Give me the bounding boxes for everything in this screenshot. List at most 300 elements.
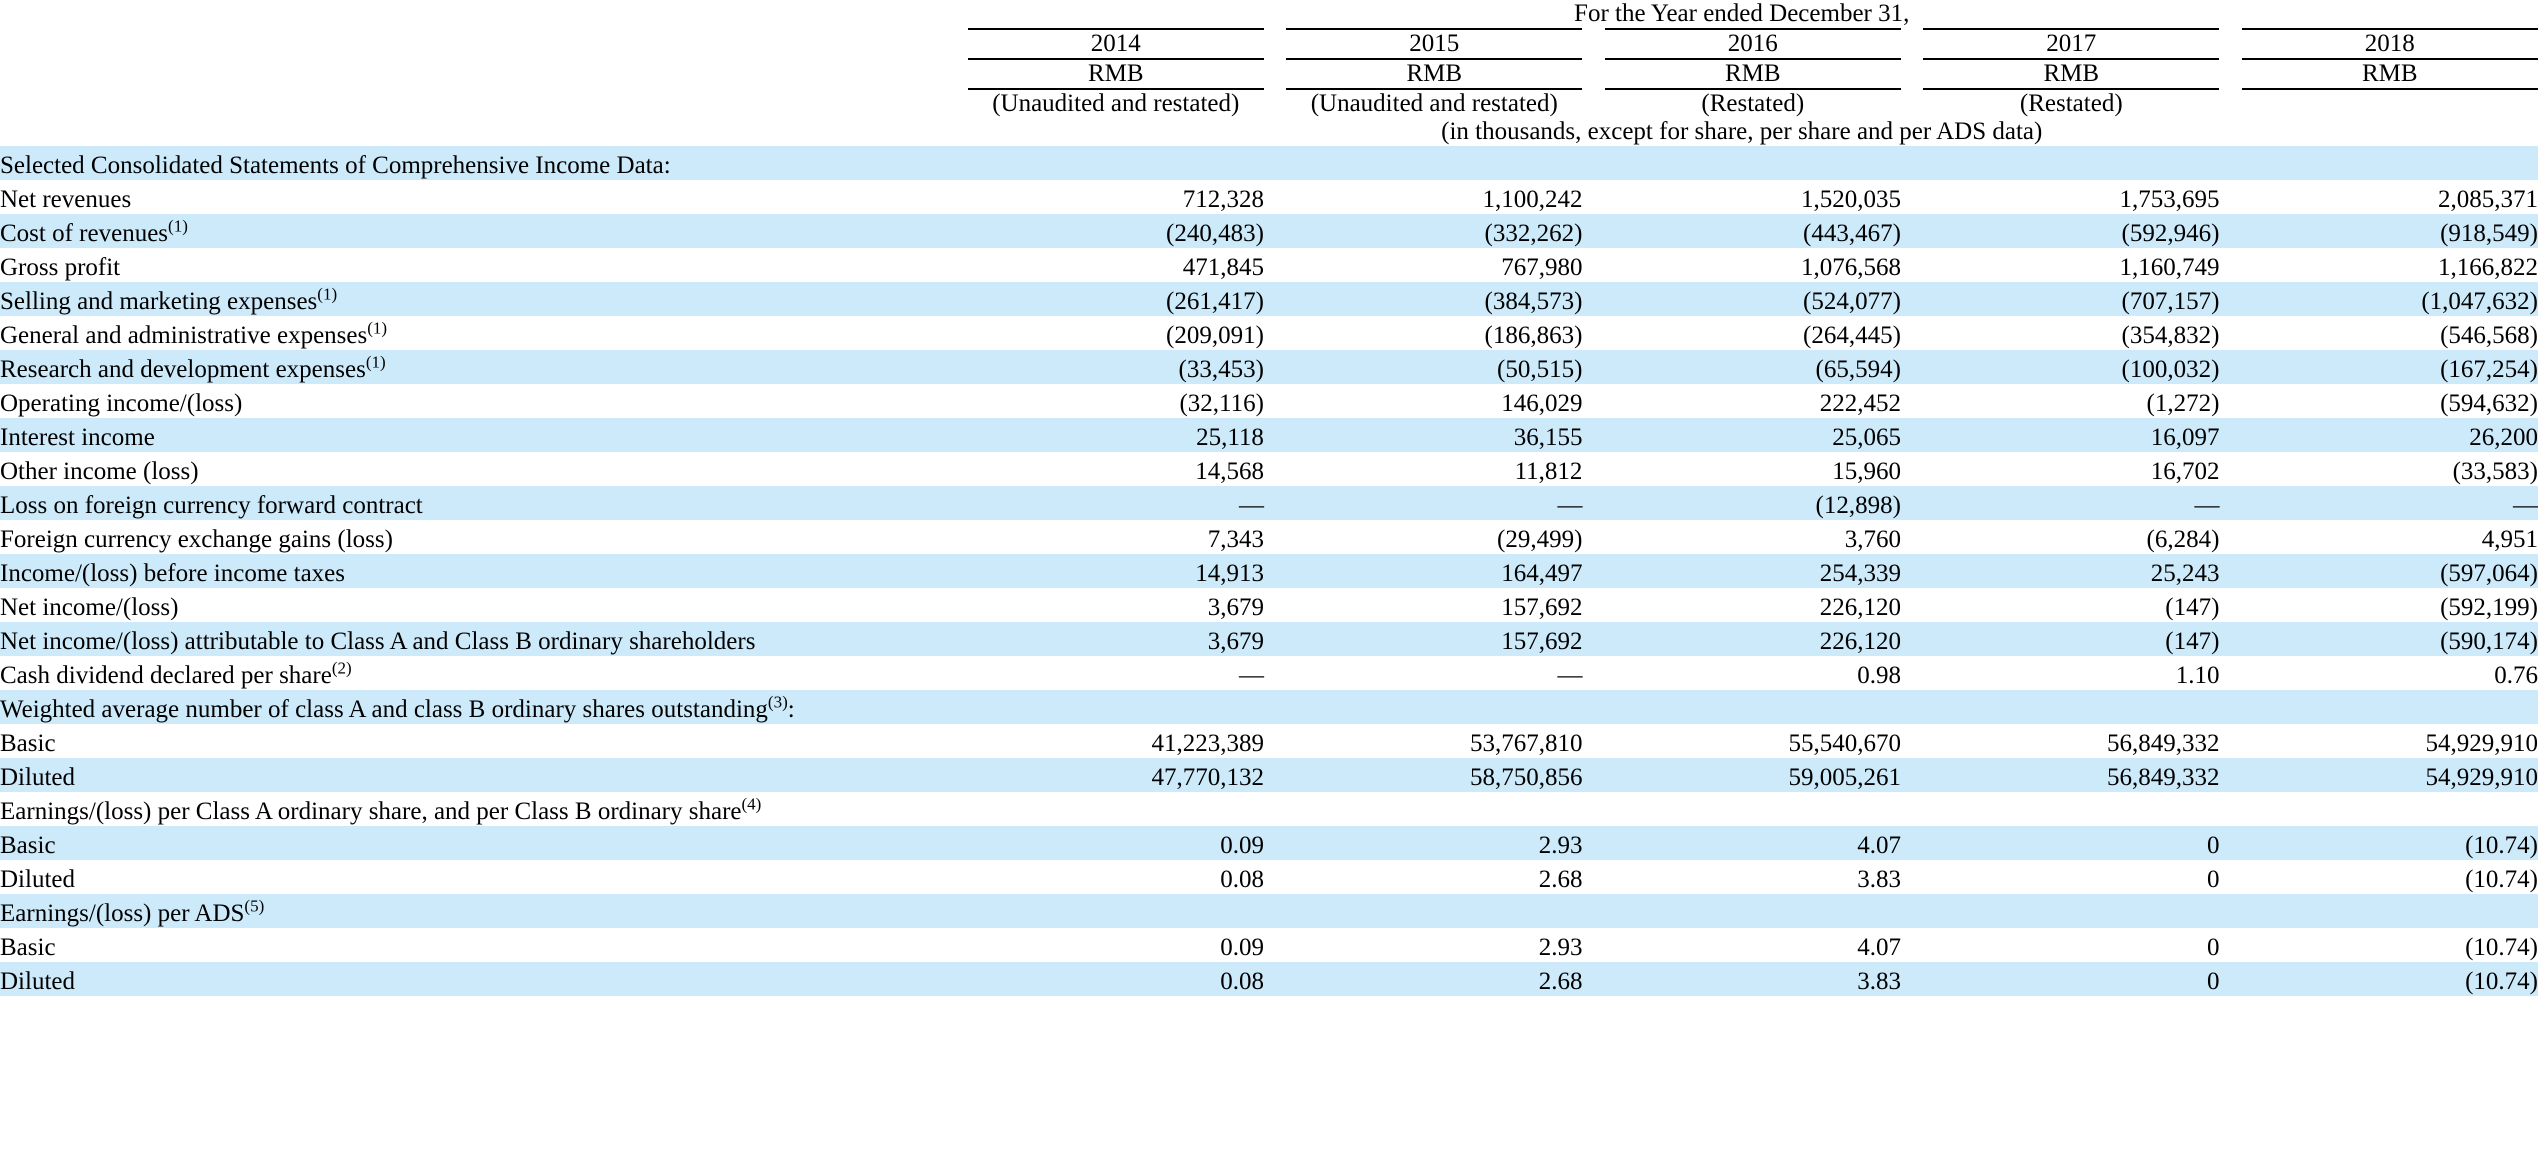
row-value: (10.74) <box>2465 968 2538 995</box>
section-title-row <box>0 146 2538 180</box>
row-value: 2.93 <box>1538 832 1583 859</box>
gap <box>1582 89 1604 118</box>
gap <box>2219 214 2241 248</box>
row-value: 0.98 <box>1857 662 1901 689</box>
table-row <box>0 554 2538 588</box>
gap <box>1264 350 1286 384</box>
footnote-marker: (1) <box>168 216 188 236</box>
gap <box>1264 928 1286 962</box>
column-qualifier-2017: (Restated) <box>1923 89 2219 118</box>
row-value: (240,483) <box>1166 220 1264 247</box>
row-value: 1.10 <box>2175 662 2220 689</box>
table-row <box>0 486 2538 520</box>
gap <box>1264 180 1286 214</box>
row-value: (147) <box>2165 628 2220 655</box>
header-period-row <box>0 0 2538 29</box>
gap <box>1582 59 1604 89</box>
gap <box>1582 860 1604 894</box>
table-row <box>0 248 2538 282</box>
row-label: Earnings/(loss) per ADS$^{(5)}$ <box>0 896 265 927</box>
table-row <box>0 690 2538 724</box>
gap <box>2219 690 2241 724</box>
row-value <box>2242 690 2538 724</box>
row-value: (592,946) <box>2121 220 2220 247</box>
gap <box>2219 180 2241 214</box>
row-value: (918,549) <box>2440 220 2538 247</box>
row-value: 2.93 <box>1538 934 1583 961</box>
table-row <box>0 316 2538 350</box>
gap <box>2219 656 2241 690</box>
gap <box>1264 622 1286 656</box>
gap <box>1901 724 1923 758</box>
row-value: (384,573) <box>1484 288 1583 315</box>
row-value: (50,515) <box>1497 356 1583 383</box>
gap <box>1901 248 1923 282</box>
row-value: 254,339 <box>1819 560 1901 587</box>
gap <box>1582 418 1604 452</box>
gap <box>1264 384 1286 418</box>
gap <box>945 89 967 118</box>
gap <box>1264 29 1286 59</box>
row-label: Basic <box>0 730 56 757</box>
gap <box>2219 962 2241 996</box>
row-value: (590,174) <box>2440 628 2538 655</box>
gap <box>945 214 967 248</box>
row-value: 1,166,822 <box>2438 254 2538 281</box>
gap <box>1582 486 1604 520</box>
row-value: 16,702 <box>2150 458 2220 485</box>
gap <box>1264 758 1286 792</box>
units-note: (in thousands, except for share, per share and per ADS data) <box>1441 118 2043 145</box>
table-row <box>0 622 2538 656</box>
row-label: Net income/(loss) <box>0 594 179 621</box>
row-value: (100,032) <box>2121 356 2220 383</box>
row-value: (332,262) <box>1484 220 1583 247</box>
row-value <box>1605 792 1901 826</box>
row-value: 54,929,910 <box>2425 764 2538 791</box>
row-value: (264,445) <box>1803 322 1901 349</box>
column-qualifier-2014: (Unaudited and restated) <box>968 89 1264 118</box>
gap <box>1582 214 1604 248</box>
row-value: — <box>1238 662 1264 689</box>
gap <box>1264 520 1286 554</box>
column-qualifier-2016: (Restated) <box>1605 89 1901 118</box>
column-currency-2015: RMB <box>1286 59 1582 89</box>
gap <box>945 588 967 622</box>
row-label: Diluted <box>0 866 75 893</box>
row-value <box>968 792 1264 826</box>
section-title: Selected Consolidated Statements of Comprehensive Income Data: <box>0 146 2538 180</box>
footnote-marker: (3) <box>767 692 788 712</box>
gap <box>1582 452 1604 486</box>
column-year-2016: 2016 <box>1605 29 1901 59</box>
gap <box>1264 248 1286 282</box>
footnote-marker: (1) <box>367 318 388 338</box>
gap <box>945 690 967 724</box>
row-value: 0.08 <box>1220 968 1264 995</box>
gap <box>2219 59 2241 89</box>
gap <box>2219 520 2241 554</box>
gap <box>1264 656 1286 690</box>
row-label: Cost of revenues$^{(1)}$ <box>0 216 188 247</box>
gap <box>2219 554 2241 588</box>
gap <box>945 486 967 520</box>
row-value: 712,328 <box>1182 186 1264 213</box>
gap <box>945 452 967 486</box>
row-value: 3,760 <box>1844 526 1901 553</box>
row-value: (10.74) <box>2465 934 2538 961</box>
gap <box>1582 792 1604 826</box>
gap <box>1901 486 1923 520</box>
row-value: 1,520,035 <box>1800 186 1901 213</box>
row-value <box>968 690 1264 724</box>
gap <box>1582 690 1604 724</box>
row-value: 56,849,332 <box>2106 730 2220 757</box>
table-row <box>0 520 2538 554</box>
gap <box>1582 316 1604 350</box>
gap <box>2219 792 2241 826</box>
gap <box>945 384 967 418</box>
gap <box>1582 758 1604 792</box>
gap <box>1264 486 1286 520</box>
row-value: 1,100,242 <box>1482 186 1583 213</box>
gap <box>1264 554 1286 588</box>
table-row <box>0 860 2538 894</box>
footnote-marker: (5) <box>244 896 265 916</box>
gap <box>1582 520 1604 554</box>
column-year-2017: 2017 <box>1923 29 2219 59</box>
row-label: Selling and marketing expenses$^{(1)}$ <box>0 284 338 315</box>
table-row <box>0 792 2538 826</box>
gap <box>1901 282 1923 316</box>
gap <box>1582 622 1604 656</box>
row-label: Basic <box>0 934 56 961</box>
table-row <box>0 452 2538 486</box>
gap <box>2219 826 2241 860</box>
gap <box>2219 316 2241 350</box>
row-value: (707,157) <box>2121 288 2220 315</box>
gap <box>2219 622 2241 656</box>
row-value: 3,679 <box>1207 628 1264 655</box>
row-value: (592,199) <box>2440 594 2538 621</box>
row-label: General and administrative expenses$^{(1)}$ <box>0 318 388 349</box>
row-value: (33,453) <box>1178 356 1264 383</box>
row-value <box>968 894 1264 928</box>
row-value <box>1286 690 1582 724</box>
footnote-marker: (1) <box>365 352 386 372</box>
row-value: (546,568) <box>2440 322 2538 349</box>
header-blank-cell-4 <box>0 89 945 118</box>
row-value: 157,692 <box>1501 628 1583 655</box>
row-value: 4.07 <box>1857 832 1901 859</box>
row-value: 164,497 <box>1501 560 1583 587</box>
gap <box>1901 59 1923 89</box>
row-value: (12,898) <box>1815 492 1901 519</box>
row-value: 41,223,389 <box>1151 730 1264 757</box>
row-value: 157,692 <box>1501 594 1583 621</box>
row-value: — <box>1557 662 1583 689</box>
gap <box>1901 962 1923 996</box>
gap <box>2219 928 2241 962</box>
gap <box>2219 486 2241 520</box>
row-value: 25,243 <box>2150 560 2220 587</box>
header-currency-row <box>0 59 2538 89</box>
row-value: 0.09 <box>1220 934 1264 961</box>
gap <box>1582 656 1604 690</box>
gap <box>1582 928 1604 962</box>
row-value: (1,047,632) <box>2421 288 2538 315</box>
row-value: (147) <box>2165 594 2220 621</box>
gap <box>945 520 967 554</box>
gap <box>1582 282 1604 316</box>
gap <box>945 554 967 588</box>
row-value <box>1923 690 2219 724</box>
gap <box>2219 452 2241 486</box>
gap <box>2219 588 2241 622</box>
row-value <box>1605 690 1901 724</box>
row-value: 4.07 <box>1857 934 1901 961</box>
row-value: (594,632) <box>2440 390 2538 417</box>
gap <box>1901 180 1923 214</box>
gap <box>1901 656 1923 690</box>
table-row <box>0 350 2538 384</box>
gap <box>1901 690 1923 724</box>
row-value: 14,568 <box>1195 458 1264 485</box>
row-value: 2.68 <box>1538 968 1583 995</box>
gap <box>945 282 967 316</box>
row-value: (6,284) <box>2146 526 2220 553</box>
row-label: Income/(loss) before income taxes <box>0 560 346 587</box>
table-row <box>0 282 2538 316</box>
row-value: 146,029 <box>1501 390 1583 417</box>
row-value: 36,155 <box>1513 424 1583 451</box>
row-value: 1,160,749 <box>2119 254 2220 281</box>
gap <box>1264 962 1286 996</box>
row-value <box>1605 894 1901 928</box>
table-row <box>0 384 2538 418</box>
row-value: 47,770,132 <box>1151 764 1264 791</box>
row-label: Operating income/(loss) <box>0 390 243 417</box>
gap <box>2219 350 2241 384</box>
gap <box>945 792 967 826</box>
header-blank-cell-2 <box>0 29 945 59</box>
gap <box>1264 588 1286 622</box>
row-value: (65,594) <box>1815 356 1901 383</box>
gap <box>2219 894 2241 928</box>
gap <box>1901 29 1923 59</box>
row-value: (354,832) <box>2121 322 2220 349</box>
gap <box>1582 384 1604 418</box>
row-label: Gross profit <box>0 254 121 281</box>
gap <box>1582 180 1604 214</box>
table-row <box>0 826 2538 860</box>
table-row <box>0 894 2538 928</box>
gap <box>1901 860 1923 894</box>
gap <box>1264 418 1286 452</box>
row-value: 3.83 <box>1857 968 1901 995</box>
row-value: (1,272) <box>2146 390 2220 417</box>
row-label: Cash dividend declared per share$^{(2)}$ <box>0 658 352 689</box>
row-label: Loss on foreign currency forward contract <box>0 492 423 519</box>
header-blank-cell <box>0 0 945 29</box>
row-value: 226,120 <box>1819 594 1901 621</box>
gap <box>1901 588 1923 622</box>
table-row <box>0 656 2538 690</box>
row-value: 0 <box>2206 934 2220 961</box>
gap <box>945 29 967 59</box>
row-value: (209,091) <box>1166 322 1264 349</box>
row-value: 16,097 <box>2150 424 2220 451</box>
row-label: Net income/(loss) attributable to Class A and Class B ordinary shareholders <box>0 628 756 655</box>
row-value: 0 <box>2206 968 2220 995</box>
row-value: (443,467) <box>1803 220 1901 247</box>
gap <box>1901 554 1923 588</box>
gap <box>1582 826 1604 860</box>
gap <box>1901 350 1923 384</box>
table-body <box>0 146 2538 996</box>
gap <box>945 656 967 690</box>
column-currency-2017: RMB <box>1923 59 2219 89</box>
row-value: 3.83 <box>1857 866 1901 893</box>
row-value <box>1286 792 1582 826</box>
row-value: (10.74) <box>2465 866 2538 893</box>
row-value: 58,750,856 <box>1469 764 1583 791</box>
gap <box>1901 758 1923 792</box>
row-value: 222,452 <box>1819 390 1901 417</box>
gap <box>945 180 967 214</box>
gap <box>1264 214 1286 248</box>
row-label: Basic <box>0 832 56 859</box>
row-value: 56,849,332 <box>2106 764 2220 791</box>
row-value: 1,753,695 <box>2119 186 2220 213</box>
gap <box>945 962 967 996</box>
gap <box>945 59 967 89</box>
gap <box>1901 792 1923 826</box>
gap <box>945 928 967 962</box>
row-value: (597,064) <box>2440 560 2538 587</box>
row-label: Net revenues <box>0 186 132 213</box>
gap <box>1264 282 1286 316</box>
row-value <box>2242 894 2538 928</box>
row-value: 3,679 <box>1207 594 1264 621</box>
row-value: (10.74) <box>2465 832 2538 859</box>
row-value: 26,200 <box>2469 424 2538 451</box>
gap <box>1582 588 1604 622</box>
gap <box>945 350 967 384</box>
gap <box>1582 962 1604 996</box>
gap <box>1264 316 1286 350</box>
row-value: 0.09 <box>1220 832 1264 859</box>
row-value: 4,951 <box>2481 526 2538 553</box>
row-value: (33,583) <box>2452 458 2538 485</box>
row-label: Foreign currency exchange gains (loss) <box>0 526 393 553</box>
table-row <box>0 180 2538 214</box>
gap <box>1264 894 1286 928</box>
header-blank-cell-3 <box>0 59 945 89</box>
footnote-marker: (4) <box>741 794 762 814</box>
gap <box>945 826 967 860</box>
row-value <box>2242 792 2538 826</box>
gap <box>2219 29 2241 59</box>
footnote-marker: (1) <box>317 284 338 304</box>
gap <box>1264 59 1286 89</box>
row-value: (524,077) <box>1803 288 1901 315</box>
row-value: 2,085,371 <box>2438 186 2538 213</box>
row-label: Diluted <box>0 764 75 791</box>
gap <box>1901 622 1923 656</box>
table-row <box>0 724 2538 758</box>
row-value: 59,005,261 <box>1788 764 1901 791</box>
row-value: 7,343 <box>1207 526 1264 553</box>
gap <box>2219 724 2241 758</box>
gap <box>1264 690 1286 724</box>
row-value <box>1923 792 2219 826</box>
table-header-group <box>0 0 2538 146</box>
table-row <box>0 962 2538 996</box>
row-value: — <box>1238 492 1264 519</box>
gap <box>1582 29 1604 59</box>
row-label: Earnings/(loss) per Class A ordinary share, and per Class B ordinary share$^{(4)}$ <box>0 794 762 825</box>
gap <box>945 316 967 350</box>
gap <box>1901 214 1923 248</box>
row-value: 53,767,810 <box>1469 730 1583 757</box>
gap <box>1901 452 1923 486</box>
table-row <box>0 214 2538 248</box>
column-currency-2016: RMB <box>1605 59 1901 89</box>
gap <box>1901 520 1923 554</box>
column-year-2014: 2014 <box>968 29 1264 59</box>
gap <box>1901 826 1923 860</box>
row-value: (167,254) <box>2440 356 2538 383</box>
row-value: (29,499) <box>1497 526 1583 553</box>
row-label: Other income (loss) <box>0 458 199 485</box>
gap <box>2219 860 2241 894</box>
header-units-row <box>0 118 2538 146</box>
row-value: 226,120 <box>1819 628 1901 655</box>
gap <box>2219 418 2241 452</box>
gap <box>1901 89 1923 118</box>
gap <box>2219 248 2241 282</box>
row-value: (261,417) <box>1166 288 1264 315</box>
gap <box>1264 792 1286 826</box>
column-qualifier-2018 <box>2242 89 2538 118</box>
gap <box>2219 282 2241 316</box>
footnote-marker: (2) <box>331 658 352 678</box>
table-row <box>0 928 2538 962</box>
row-value: 0.08 <box>1220 866 1264 893</box>
table-row <box>0 758 2538 792</box>
column-year-2018: 2018 <box>2242 29 2538 59</box>
row-label: Research and development expenses$^{(1)}$ <box>0 352 386 383</box>
period-title: For the Year ended December 31, <box>1574 0 1910 27</box>
gap <box>1582 894 1604 928</box>
row-value: 11,812 <box>1514 458 1583 485</box>
gap <box>945 622 967 656</box>
gap <box>2219 384 2241 418</box>
row-value: 54,929,910 <box>2425 730 2538 757</box>
gap <box>1264 452 1286 486</box>
gap <box>945 758 967 792</box>
table-row <box>0 588 2538 622</box>
row-value: 471,845 <box>1182 254 1264 281</box>
gap <box>945 418 967 452</box>
gap <box>1582 724 1604 758</box>
gap <box>1264 826 1286 860</box>
gap <box>1901 316 1923 350</box>
row-label: Weighted average number of class A and class B ordinary shares outstanding$^{(3)}$: <box>0 692 795 723</box>
column-currency-2014: RMB <box>968 59 1264 89</box>
gap <box>1582 554 1604 588</box>
